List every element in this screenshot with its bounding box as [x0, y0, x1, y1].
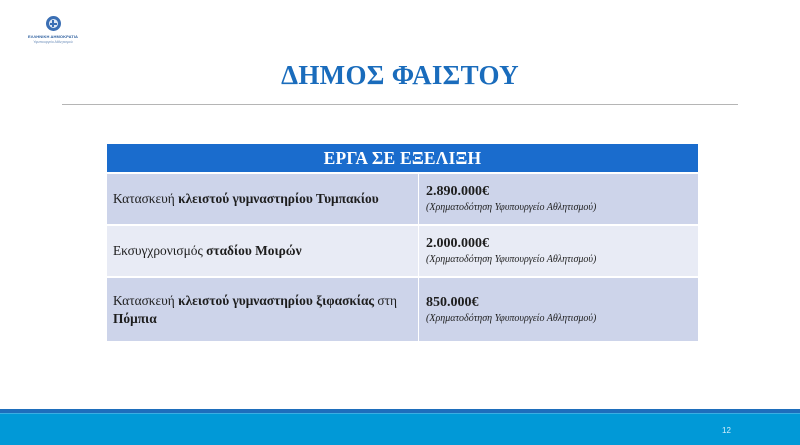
desc-bold-text: Πόμπια	[113, 310, 157, 326]
desc-bold-text: σταδίου Μοιρών	[206, 243, 302, 258]
page-number: 12	[722, 426, 731, 435]
coat-of-arms-icon	[46, 16, 61, 31]
footer-bar	[0, 409, 800, 445]
project-funding	[419, 225, 699, 277]
desc-text: Κατασκευή	[113, 292, 179, 308]
project-description	[107, 277, 419, 341]
desc-bold-text: κλειστού γυμναστηρίου Τυμπακίου	[178, 191, 379, 206]
funding-amount: 2.000.000€	[426, 236, 489, 251]
table-row	[107, 173, 698, 225]
funding-amount: 2.890.000€	[426, 184, 489, 199]
funding-source: (Χρηματοδότηση Υφυπουργείο Αθλητισμού)	[426, 254, 597, 265]
logo-line-1: ΕΛΛΗΝΙΚΗ ΔΗΜΟΚΡΑΤΙΑ	[28, 34, 78, 39]
project-description	[107, 225, 419, 277]
funding-amount: 850.000€	[426, 294, 479, 310]
project-funding	[419, 173, 699, 225]
project-funding	[419, 277, 699, 341]
funding-source: (Χρηματοδότηση Υφυπουργείο Αθλητισμού)	[426, 312, 597, 324]
table-header: ΕΡΓΑ ΣΕ ΕΞΕΛΙΞΗ	[107, 144, 698, 173]
slide-title: ΔΗΜΟΣ ΦΑΙΣΤΟΥ	[281, 60, 519, 90]
project-description	[107, 173, 419, 225]
ministry-logo	[22, 16, 84, 52]
table-row	[107, 277, 698, 341]
title-divider	[62, 104, 738, 105]
logo-line-2: Υφυπουργείο Αθλητισμού	[33, 40, 73, 44]
projects-table	[107, 144, 698, 341]
desc-text: στη	[374, 292, 398, 308]
funding-source: (Χρηματοδότηση Υφυπουργείο Αθλητισμού)	[426, 202, 597, 213]
desc-text: Κατασκευή	[113, 191, 179, 206]
desc-bold-text: κλειστού γυμναστηρίου ξιφασκίας	[178, 292, 375, 308]
desc-text: Εκσυγχρονισμός	[113, 243, 207, 258]
table-row	[107, 225, 698, 277]
